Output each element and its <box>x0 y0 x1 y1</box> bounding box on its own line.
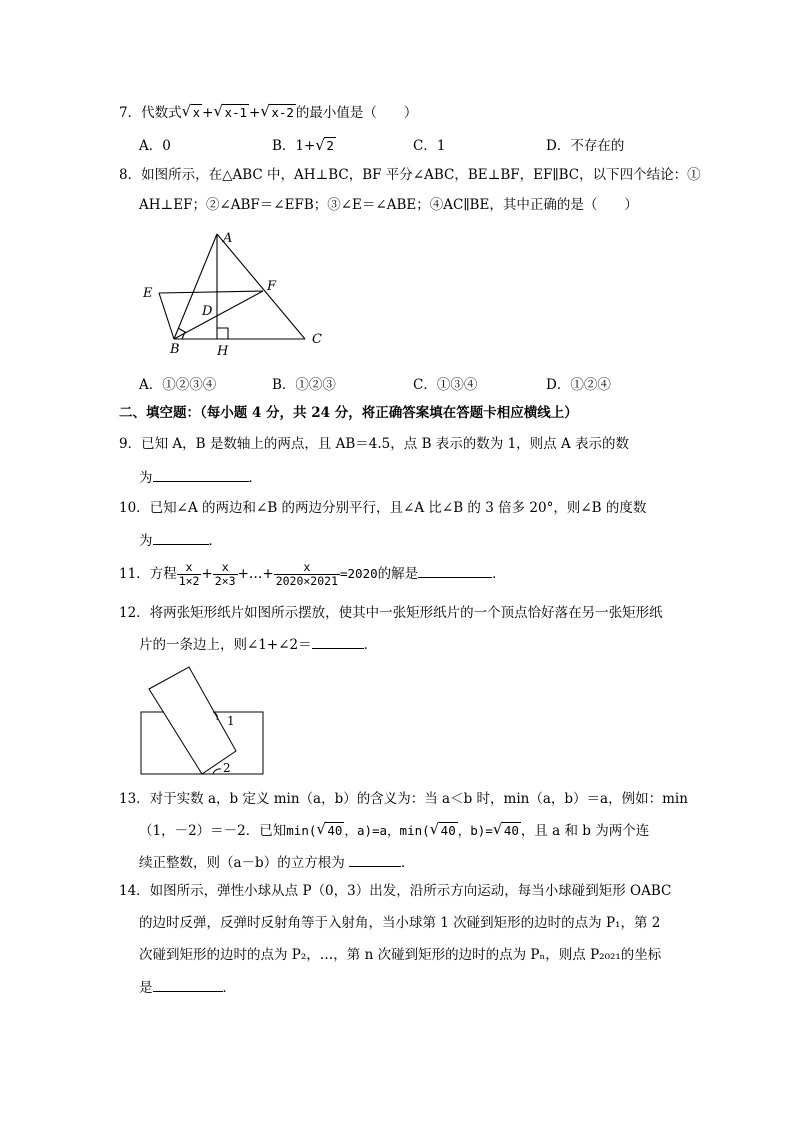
segment-eb <box>159 293 174 339</box>
angle-1-label: 1 <box>227 714 235 728</box>
answer-blank-10[interactable] <box>153 530 209 545</box>
question-11: 11．方程 $\frac{x}{1\times 2}$ + $\frac{x}{2\times 3}$ +…+ $\frac{x}{2020\times 2021}$ =2020的解是 ． <box>119 560 506 588</box>
segment-ab <box>174 234 217 339</box>
answer-blank-13[interactable] <box>349 852 401 867</box>
triangle-figure <box>130 222 330 362</box>
fraction-2: $\frac{x}{2\times 3}$ <box>214 560 236 588</box>
sqrt-40-a: √ 40 <box>316 820 343 838</box>
sqrt-x-minus-1: √ x-1 <box>213 102 248 120</box>
label-e: E <box>143 286 153 301</box>
answer-blank-14[interactable] <box>153 977 223 992</box>
sqrt-2: √ 2 <box>315 136 334 154</box>
question-12-line2: 片的一条边上，则∠1+∠2＝ ． <box>139 634 377 655</box>
q8-option-c[interactable]: C．①③④ <box>413 377 478 393</box>
question-14-line1: 14．如图所示，弹性小球从点 P（0，3）出发，沿所示方向运动，每当小球碰到矩形 OABC <box>119 883 672 899</box>
tilted-rectangle <box>149 667 236 774</box>
question-13-line1: 13．对于实数 a，b 定义 min（a，b）的含义为：当 a＜b 时，min（a，b）＝a，例如：min <box>119 791 688 807</box>
q8-option-d[interactable]: D．①②④ <box>546 377 611 393</box>
angle-2-arc <box>213 769 221 774</box>
question-9-line2: 为 ． <box>139 467 262 488</box>
q8-option-a[interactable]: A．①②③④ <box>139 377 217 393</box>
right-angle-mark-h <box>217 328 228 339</box>
question-14-line3: 次碰到矩形的边时的点为 P₂，…，第 n 次碰到矩形的边时的点为 Pₙ，则点 P₂₀₂₁的坐标 <box>139 947 662 963</box>
question-10-line2: 为 ． <box>139 530 222 551</box>
question-8-line1: 8．如图所示，在△ABC 中，AH⊥BC，BF 平分∠ABC，BE⊥BF，EF∥BC，以下四个结论：① <box>119 167 701 183</box>
rectangles-figure <box>135 665 270 780</box>
label-f: F <box>267 279 277 294</box>
angle-2-label: 2 <box>223 761 231 775</box>
sqrt-40-c: √ 40 <box>492 820 519 838</box>
fraction-3: $\frac{x}{2020\times 2021}$ <box>275 560 338 588</box>
label-a: A <box>223 231 233 246</box>
question-10-line1: 10．已知∠A 的两边和∠B 的两边分别平行，且∠A 比∠B 的 3 倍多 20°，则∠B 的度数 <box>119 500 647 516</box>
right-angle-mark-b <box>178 328 185 339</box>
question-12-line1: 12．将两张矩形纸片如图所示摆放，使其中一张矩形纸片的一个顶点恰好落在另一张矩形纸 <box>119 605 663 621</box>
sqrt-x-minus-2: √ x-2 <box>260 102 294 120</box>
answer-blank-11[interactable] <box>418 563 492 578</box>
question-9-line1: 9．已知 A，B 是数轴上的两点，且 AB＝4.5，点 B 表示的数为 1，则点 A 表示的数 <box>119 436 629 452</box>
fraction-1: $\frac{x}{1\times 2}$ <box>178 560 200 588</box>
answer-blank-9[interactable] <box>153 467 249 482</box>
question-7-stem: 7．代数式 √ x + √ x-1 + √ x-2 的最小值是（ ） <box>119 102 418 121</box>
q7-option-b[interactable]: B．1+ √ 2 <box>272 136 334 154</box>
label-d: D <box>202 304 213 319</box>
segment-ac <box>217 234 305 339</box>
label-h: H <box>217 344 229 359</box>
question-14-line4: 是 ． <box>139 977 236 998</box>
question-13-line3: 续正整数，则（a－b）的立方根为 ． <box>139 852 414 873</box>
sqrt-40-b: √ 40 <box>429 820 456 838</box>
question-13-line2: （1，－2）＝－2．已知min( √ 40 ，a)=a，min( √ 40 ，b)= √ 40 ，且 a 和 b 为两个连 <box>139 820 650 839</box>
q7-option-c[interactable]: C．1 <box>413 138 446 154</box>
section-2-title: 二、填空题：（每小题 4 分，共 24 分，将正确答案填在答题卡相应横线上） <box>119 405 578 421</box>
q7-option-d[interactable]: D．不存在的 <box>546 138 625 154</box>
label-b: B <box>170 342 180 357</box>
q8-option-b[interactable]: B．①②③ <box>272 377 336 393</box>
answer-blank-12[interactable] <box>312 634 364 649</box>
label-c: C <box>312 332 322 347</box>
question-8-line2: AH⊥EF；②∠ABF＝∠EFB；③∠E＝∠ABE；④AC∥BE，其中正确的是（ ） <box>139 197 638 213</box>
question-14-line2: 的边时反弹，反弹时反射角等于入射角，当小球第 1 次碰到矩形的边时的点为 P₁，第 2 <box>139 915 661 931</box>
segment-bf <box>174 291 263 339</box>
sqrt-x: √ x <box>181 102 201 120</box>
q7-option-a[interactable]: A．0 <box>139 138 171 154</box>
segment-ef <box>159 291 263 293</box>
